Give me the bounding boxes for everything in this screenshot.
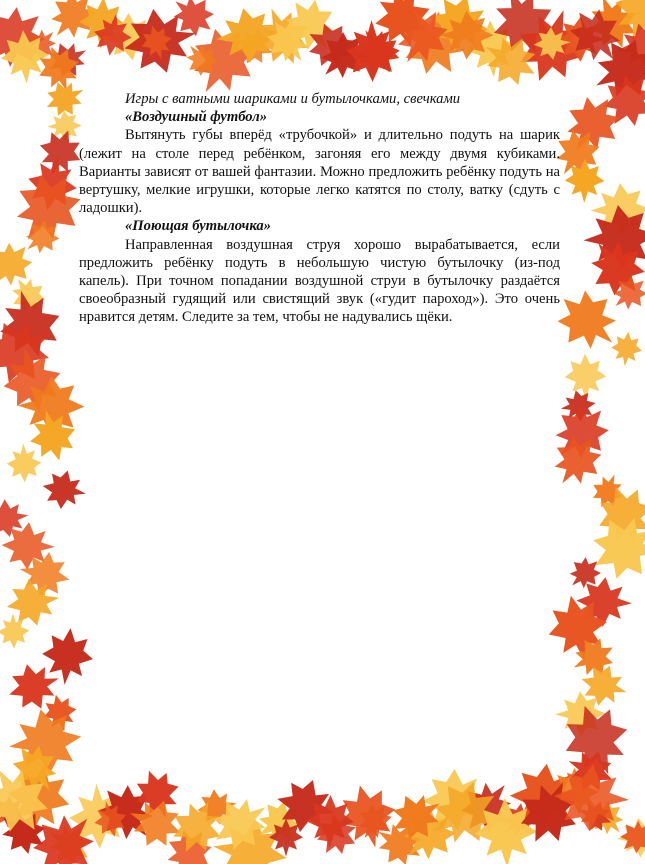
maple-leaf-icon	[609, 330, 643, 368]
maple-leaf-icon	[6, 443, 42, 483]
section-heading-vozdushny-futbol: «Воздушный футбол»	[125, 109, 268, 126]
section-text-vozdushny-futbol: Вытянуть губы вперёд «трубочкой» и длительно подуть на шарик (лежит на столе перед ребёнком, загоняя его между двумя кубиками. Варианты зависят от вашей фантазии. Можно предложить ребёнку подуть на вертушку, мелкие игрушки, которые легко катятся по столу, ватку (сдуть с ладошки).	[79, 127, 560, 217]
maple-leaf-icon	[564, 353, 606, 400]
document-subtitle: Игры с ватными шариками и бутылочками, свечками	[125, 91, 461, 107]
maple-leaf-icon	[39, 467, 89, 513]
maple-leaf-icon	[39, 625, 96, 687]
section-heading-poyushchaya-butylochka: «Поющая бутылочка»	[125, 218, 271, 235]
document-body	[79, 90, 560, 327]
section-text-poyushchaya-butylochka: Направленная воздушная струя хорошо вырабатывается, если предложить ребёнку подуть в небольшую чистую бутылочку (из-под капель). При точном попадании воздушной струи в бутылочку раздаётся своеобразный гудящий или свистящий звук («гудит пароход»). Это очень нравится детям. Следите за тем, чтобы не надувались щёки.	[79, 236, 560, 326]
